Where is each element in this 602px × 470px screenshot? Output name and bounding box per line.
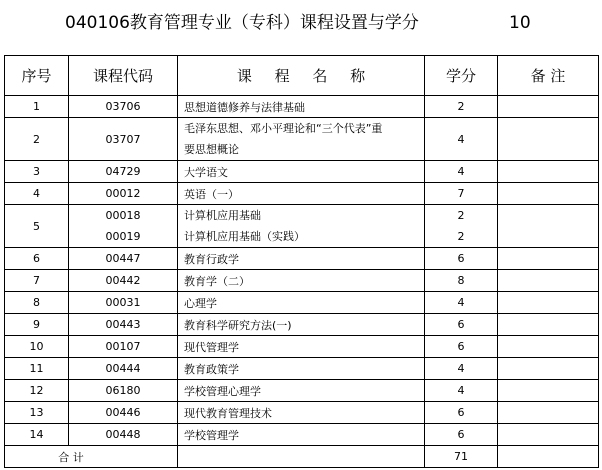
row-name-line1: 毛泽东思想、邓小平理论和“三个代表”重 [184,122,383,135]
table-row [5,205,599,248]
row-code: 00443 [69,314,178,336]
header-code: 课程代码 [69,56,178,96]
row-credit: 6 [425,424,498,446]
total-label: 合 计 [5,446,178,468]
row-code: 00107 [69,336,178,358]
table-row [5,292,599,314]
table-row [5,248,599,270]
page-number: 10 [509,13,531,33]
row-code-sub2: 00019 [105,230,141,243]
row-seq: 6 [5,248,69,270]
row-note [498,248,599,270]
row-name: 思想道德修养与法律基础 [178,96,425,118]
row-name [178,118,425,161]
row-name: 现代教育管理技术 [178,402,425,424]
row-seq: 9 [5,314,69,336]
total-note [498,446,599,468]
row-code [69,205,178,248]
row-credit: 6 [425,336,498,358]
row-name: 教育学（二） [178,270,425,292]
row-code: 00442 [69,270,178,292]
row-name [178,205,425,248]
row-name: 英语（一） [178,183,425,205]
row-credit: 4 [425,380,498,402]
row-note [498,205,599,248]
table-row [5,424,599,446]
row-note [498,314,599,336]
row-name-sub2: 计算机应用基础（实践） [184,230,305,243]
table-row [5,336,599,358]
row-name: 学校管理学 [178,424,425,446]
total-row [5,446,599,468]
total-credit: 71 [425,446,498,468]
row-name-sub1: 计算机应用基础 [184,209,261,222]
row-code: 00447 [69,248,178,270]
header-name: 课 程 名 称 [178,56,425,96]
row-credit [425,205,498,248]
row-seq: 3 [5,161,69,183]
row-seq: 10 [5,336,69,358]
row-name: 学校管理心理学 [178,380,425,402]
header-note: 备 注 [498,56,599,96]
row-seq: 14 [5,424,69,446]
row-code: 04729 [69,161,178,183]
row-name: 心理学 [178,292,425,314]
title-text: 040106教育管理专业（专科）课程设置与学分 [65,13,419,33]
row-code: 00031 [69,292,178,314]
course-table [4,55,599,468]
row-code: 00448 [69,424,178,446]
row-credit: 4 [425,292,498,314]
row-note [498,270,599,292]
row-note [498,424,599,446]
row-note [498,161,599,183]
row-note [498,118,599,161]
row-note [498,336,599,358]
row-note [498,380,599,402]
header-seq: 序号 [5,56,69,96]
row-credit-sub1: 2 [457,209,465,222]
table-row [5,96,599,118]
row-credit: 6 [425,248,498,270]
row-seq: 1 [5,96,69,118]
row-seq: 2 [5,118,69,161]
row-name: 教育政策学 [178,358,425,380]
table-row [5,402,599,424]
row-code: 00446 [69,402,178,424]
row-seq: 13 [5,402,69,424]
table-row [5,314,599,336]
row-seq: 7 [5,270,69,292]
table-row [5,270,599,292]
row-code: 06180 [69,380,178,402]
row-note [498,183,599,205]
row-code-sub1: 00018 [105,209,141,222]
row-credit: 4 [425,118,498,161]
row-name: 教育行政学 [178,248,425,270]
table-row [5,161,599,183]
header-row [5,56,599,96]
row-name-line2: 要思想概论 [184,143,239,156]
row-credit-sub2: 2 [457,230,465,243]
row-credit: 2 [425,96,498,118]
row-code: 03706 [69,96,178,118]
row-note [498,358,599,380]
table-row [5,358,599,380]
row-name: 现代管理学 [178,336,425,358]
table-row [5,118,599,161]
row-code: 00012 [69,183,178,205]
row-seq: 4 [5,183,69,205]
row-credit: 6 [425,314,498,336]
row-credit: 8 [425,270,498,292]
table-row [5,380,599,402]
row-credit: 6 [425,402,498,424]
row-note [498,402,599,424]
row-seq: 12 [5,380,69,402]
table-row [5,183,599,205]
header-credit: 学分 [425,56,498,96]
row-seq: 8 [5,292,69,314]
row-note [498,96,599,118]
page-title [0,11,602,35]
row-code: 03707 [69,118,178,161]
row-note [498,292,599,314]
row-credit: 4 [425,161,498,183]
row-credit: 7 [425,183,498,205]
row-seq: 5 [5,205,69,248]
row-name: 大学语文 [178,161,425,183]
total-name-cell [178,446,425,468]
row-code: 00444 [69,358,178,380]
row-credit: 4 [425,358,498,380]
row-name: 教育科学研究方法(一) [178,314,425,336]
row-seq: 11 [5,358,69,380]
